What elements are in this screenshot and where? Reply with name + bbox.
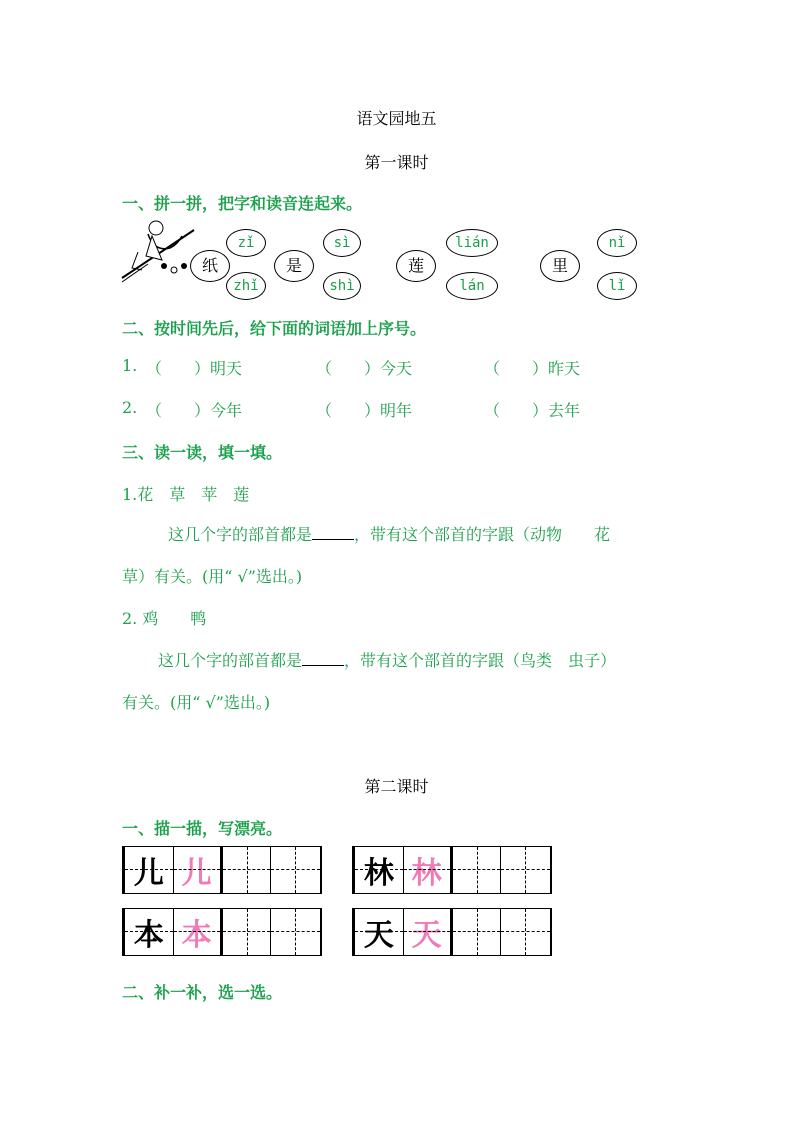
- lesson-title: 语文园地五: [356, 109, 437, 128]
- writing-grid-2: [352, 846, 552, 894]
- part2-section2-heading: 二、补一补，选一选。: [122, 983, 283, 1002]
- section3-heading: 三、读一读，填一填。: [122, 443, 283, 462]
- grid-cell[interactable]: [453, 909, 502, 955]
- order-row-2-number: 2.: [122, 398, 138, 417]
- pinyin-oval-top-3[interactable]: lián: [446, 229, 498, 257]
- pinyin-oval-top-4[interactable]: nǐ: [597, 229, 637, 257]
- trace-char-2[interactable]: 林: [411, 856, 442, 891]
- char-oval-1[interactable]: 纸: [190, 250, 230, 282]
- pinyin-oval-bottom-3[interactable]: lán: [446, 272, 498, 300]
- pinyin-oval-top-1[interactable]: zǐ: [226, 229, 266, 257]
- grid-cell: [355, 909, 404, 955]
- q2-sentence: [158, 648, 616, 671]
- q1-text-a: 这几个字的部首都是: [168, 525, 313, 544]
- grid-cell[interactable]: [223, 909, 272, 955]
- writing-grid-1: [122, 846, 322, 894]
- trace-char-1[interactable]: 儿: [181, 856, 212, 891]
- grid-cell: [404, 909, 453, 955]
- billiards-illustration: [118, 212, 200, 284]
- grid-cell: [125, 847, 174, 893]
- q2-text-a: 这几个字的部首都是: [158, 651, 303, 670]
- order-row-1-item-3[interactable]: （ ）昨天: [484, 359, 581, 378]
- q2-blank[interactable]: [302, 651, 344, 666]
- order-row-2-item-1[interactable]: （ ）今年: [146, 401, 243, 420]
- model-char-4: 天: [363, 918, 394, 953]
- grid-cell: [404, 847, 453, 893]
- trace-char-4[interactable]: 天: [411, 918, 442, 953]
- grid-cell[interactable]: [271, 847, 320, 893]
- pinyin-oval-top-2[interactable]: sì: [323, 229, 361, 257]
- model-char-1: 儿: [133, 856, 164, 891]
- grid-cell: [174, 909, 223, 955]
- q1-text-b: ，带有这个部首的字跟（动物 花: [354, 525, 611, 544]
- order-row-1-item-2[interactable]: （ ）今天: [316, 359, 413, 378]
- pinyin-oval-bottom-4[interactable]: lǐ: [597, 272, 637, 300]
- period2-title: 第二课时: [364, 777, 429, 796]
- char-oval-4[interactable]: 里: [540, 250, 580, 282]
- q1-characters: 1.花 草 苹 莲: [122, 485, 250, 504]
- grid-cell: [125, 909, 174, 955]
- writing-grid-3: [122, 908, 322, 956]
- grid-cell[interactable]: [271, 909, 320, 955]
- q1-sentence: [168, 522, 610, 545]
- q2-text-c: 有关。(用“ √”选出。): [122, 693, 271, 712]
- trace-char-3[interactable]: 本: [181, 918, 212, 953]
- grid-cell: [355, 847, 404, 893]
- model-char-3: 本: [133, 918, 164, 953]
- grid-cell[interactable]: [453, 847, 502, 893]
- pinyin-oval-bottom-1[interactable]: zhǐ: [226, 272, 266, 300]
- grid-cell[interactable]: [501, 847, 550, 893]
- q2-characters: 2. 鸡 鸭: [122, 609, 207, 628]
- model-char-2: 林: [363, 856, 394, 891]
- period1-title: 第一课时: [364, 153, 429, 172]
- order-row-2-item-3[interactable]: （ ）去年: [484, 401, 581, 420]
- pinyin-oval-bottom-2[interactable]: shì: [323, 272, 361, 300]
- order-row-1-item-1[interactable]: （ ）明天: [146, 359, 243, 378]
- order-row-1-number: 1.: [122, 356, 138, 375]
- char-oval-2[interactable]: 是: [274, 250, 314, 282]
- section2-heading: 二、按时间先后，给下面的词语加上序号。: [122, 319, 427, 338]
- q1-blank[interactable]: [312, 525, 354, 540]
- part2-section1-heading: 一、描一描，写漂亮。: [122, 819, 283, 838]
- writing-grid-4: [352, 908, 552, 956]
- section1-heading: 一、拼一拼，把字和读音连起来。: [122, 194, 363, 213]
- grid-cell: [174, 847, 223, 893]
- grid-cell[interactable]: [223, 847, 272, 893]
- char-oval-3[interactable]: 莲: [396, 250, 436, 282]
- grid-cell[interactable]: [501, 909, 550, 955]
- q2-text-b: ，带有这个部首的字跟（鸟类 虫子）: [344, 651, 617, 670]
- q1-text-c: 草）有关。(用“ √”选出。): [122, 567, 303, 586]
- order-row-2-item-2[interactable]: （ ）明年: [316, 401, 413, 420]
